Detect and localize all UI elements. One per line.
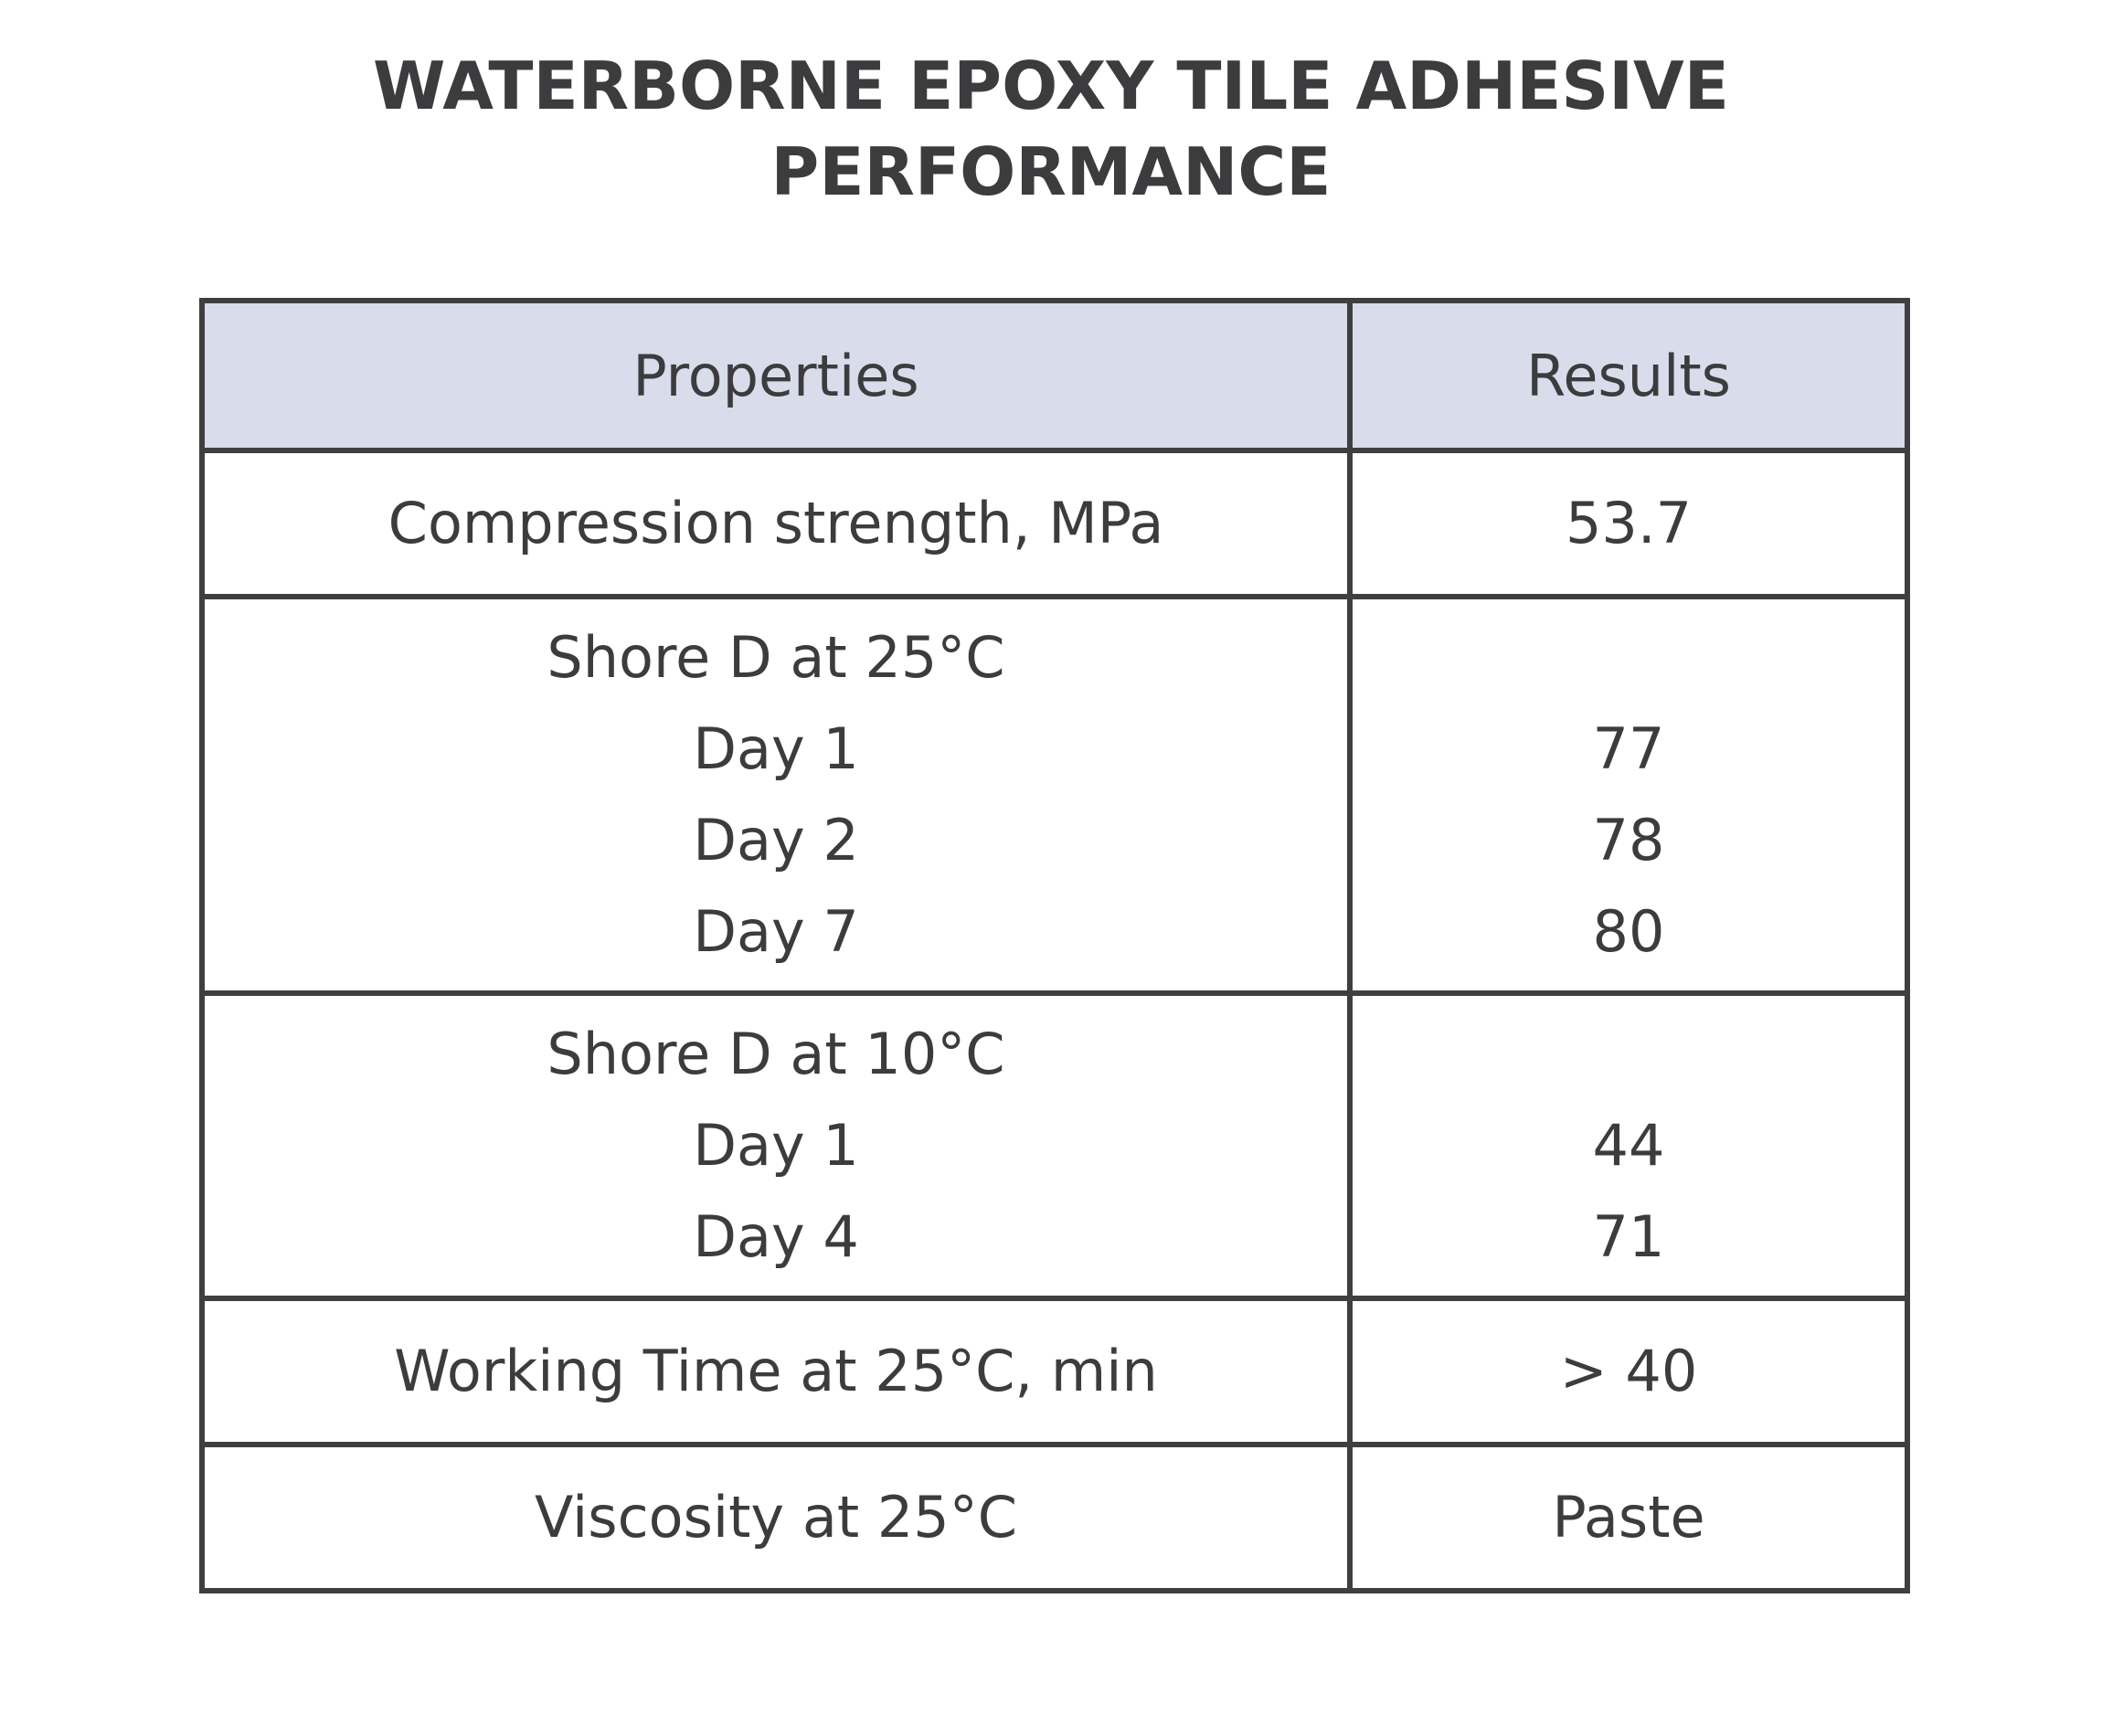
result-cell: [1350, 1445, 1907, 1591]
result-cell: [1350, 597, 1907, 993]
property-sublabel: Day 1: [693, 1112, 859, 1179]
performance-table: [199, 298, 1910, 1593]
property-label: Viscosity at 25°C: [534, 1484, 1018, 1551]
result-value: 53.7: [1565, 490, 1693, 556]
header-properties: Properties: [202, 301, 1350, 450]
result-cell: [1350, 993, 1907, 1298]
table-row: [202, 1298, 1907, 1445]
header-results: Results: [1350, 301, 1907, 450]
page-title-line-2: PERFORMANCE: [770, 133, 1332, 210]
property-cell: [202, 1445, 1350, 1591]
result-value: > 40: [1559, 1338, 1698, 1404]
property-cell: [202, 1298, 1350, 1445]
property-label: Compression strength, MPa: [387, 490, 1164, 556]
property-label: Shore D at 10°C: [547, 1021, 1005, 1087]
result-value: [1353, 1009, 1905, 1100]
property-label: Working Time at 25°C, min: [394, 1338, 1158, 1404]
result-value: 80: [1592, 898, 1665, 965]
property-sublabel: Day 1: [693, 715, 859, 782]
table-row: [202, 1445, 1907, 1591]
property-sublabel: Day 4: [693, 1203, 859, 1270]
result-value: 44: [1592, 1112, 1665, 1179]
property-sublabel: Day 2: [693, 807, 859, 873]
property-sublabel: Day 7: [693, 898, 859, 965]
result-cell: [1350, 450, 1907, 597]
table-row: [202, 597, 1907, 993]
table-row: [202, 450, 1907, 597]
property-cell: [202, 993, 1350, 1298]
property-cell: [202, 450, 1350, 597]
result-value: 77: [1592, 715, 1665, 782]
result-value: [1353, 612, 1905, 704]
property-cell: [202, 597, 1350, 993]
result-value: 78: [1592, 807, 1665, 873]
table-header-row: [202, 301, 1907, 450]
page-title-line-1: WATERBORNE EPOXY TILE ADHESIVE: [373, 48, 1729, 124]
table-row: [202, 993, 1907, 1298]
result-value: Paste: [1552, 1484, 1705, 1551]
result-value: 71: [1592, 1203, 1665, 1270]
property-label: Shore D at 25°C: [547, 624, 1005, 691]
result-cell: [1350, 1298, 1907, 1445]
